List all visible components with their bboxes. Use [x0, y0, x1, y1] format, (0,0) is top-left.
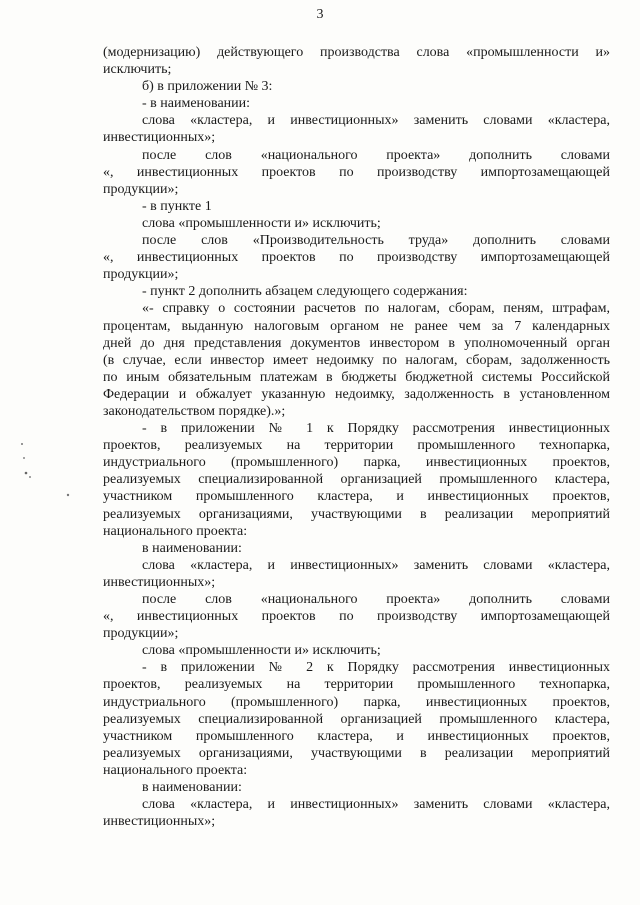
text-line: «, инвестиционных проектов по производству импортозамещающей: [103, 250, 610, 266]
text-line: процентам, выданную налоговым органом не ранее чем за 7 календарных: [103, 318, 610, 334]
text-line: проектов, реализуемых на территории промышленного технопарка,: [103, 677, 610, 693]
text-line: инвестиционных»;: [103, 130, 216, 146]
text-line: слова «промышленности и» исключить;: [142, 643, 381, 659]
text-line: национального проекта:: [103, 762, 248, 778]
text-line: - в пункте 1: [142, 198, 212, 214]
text-line: продукции»;: [103, 181, 179, 197]
text-line: в наименовании:: [142, 780, 242, 796]
text-line: продукции»;: [103, 267, 179, 283]
text-line: слова «кластера, и инвестиционных» заменить словами «кластера,: [142, 797, 610, 813]
document-body: [103, 44, 610, 830]
text-line: слова «кластера, и инвестиционных» заменить словами «кластера,: [142, 557, 610, 573]
text-line: «- справку о состоянии расчетов по налогам, сборам, пеням, штрафам,: [142, 301, 610, 317]
text-line: - пункт 2 дополнить абзацем следующего содержания:: [142, 284, 468, 300]
text-line: после слов «национального проекта» дополнить словами: [142, 592, 610, 607]
text-line: проектов, реализуемых на территории промышленного технопарка,: [103, 438, 610, 454]
text-line: инвестиционных»;: [103, 814, 216, 830]
text-line: - в приложении № 1 к Порядку рассмотрения инвестиционных: [142, 421, 610, 437]
text-line: участником промышленного кластера, и инвестиционных проектов,: [103, 489, 610, 505]
text-line: (в случае, если инвестор имеет недоимку по налогам, сборам, задолженность: [103, 352, 610, 368]
page-number: 3: [316, 7, 324, 22]
text-line: - в наименовании:: [142, 96, 251, 112]
text-line: инвестиционных»;: [103, 574, 216, 590]
text-line: дней до дня представления документов инвестором в уполномоченный орган: [103, 335, 610, 351]
text-line: продукции»;: [103, 626, 179, 642]
scan-marks: [14, 440, 74, 500]
text-line: - в приложении № 2 к Порядку рассмотрения инвестиционных: [142, 660, 610, 676]
text-line: участником промышленного кластера, и инвестиционных проектов,: [103, 728, 610, 744]
text-line: национального проекта:: [103, 523, 248, 539]
text-line: в наименовании:: [142, 540, 242, 556]
text-line: (модернизацию) действующего производства слова «промышленности и»: [103, 45, 610, 60]
text-line: слова «кластера, и инвестиционных» заменить словами «кластера,: [142, 113, 610, 129]
text-line: индустриального (промышленного) парка, инвестиционных проектов,: [103, 694, 610, 710]
text-line: реализуемых организациями, участвующими в реализации мероприятий: [103, 506, 610, 522]
text-line: реализуемых организациями, участвующими в реализации мероприятий: [103, 745, 610, 761]
text-line: «, инвестиционных проектов по производству импортозамещающей: [103, 164, 610, 180]
text-line: б) в приложении № 3:: [142, 79, 273, 95]
text-line: реализуемых специализированной организацией промышленного кластера,: [103, 472, 610, 488]
text-line: законодательством порядке).»;: [103, 403, 286, 419]
text-line: Федерации и обжалует указанную недоимку, задолженность в установленном: [103, 386, 610, 402]
text-line: слова «промышленности и» исключить;: [142, 215, 381, 231]
text-line: «, инвестиционных проектов по производству импортозамещающей: [103, 609, 610, 625]
text-line: после слов «национального проекта» дополнить словами: [142, 147, 610, 163]
text-line: после слов «Производительность труда» дополнить словами: [142, 233, 610, 249]
text-line: индустриального (промышленного) парка, инвестиционных проектов,: [103, 455, 610, 471]
text-line: исключить;: [103, 62, 172, 78]
text-line: реализуемых специализированной организацией промышленного кластера,: [103, 711, 610, 727]
text-line: по иным обязательным платежам в бюджеты бюджетной системы Российской: [103, 369, 610, 385]
